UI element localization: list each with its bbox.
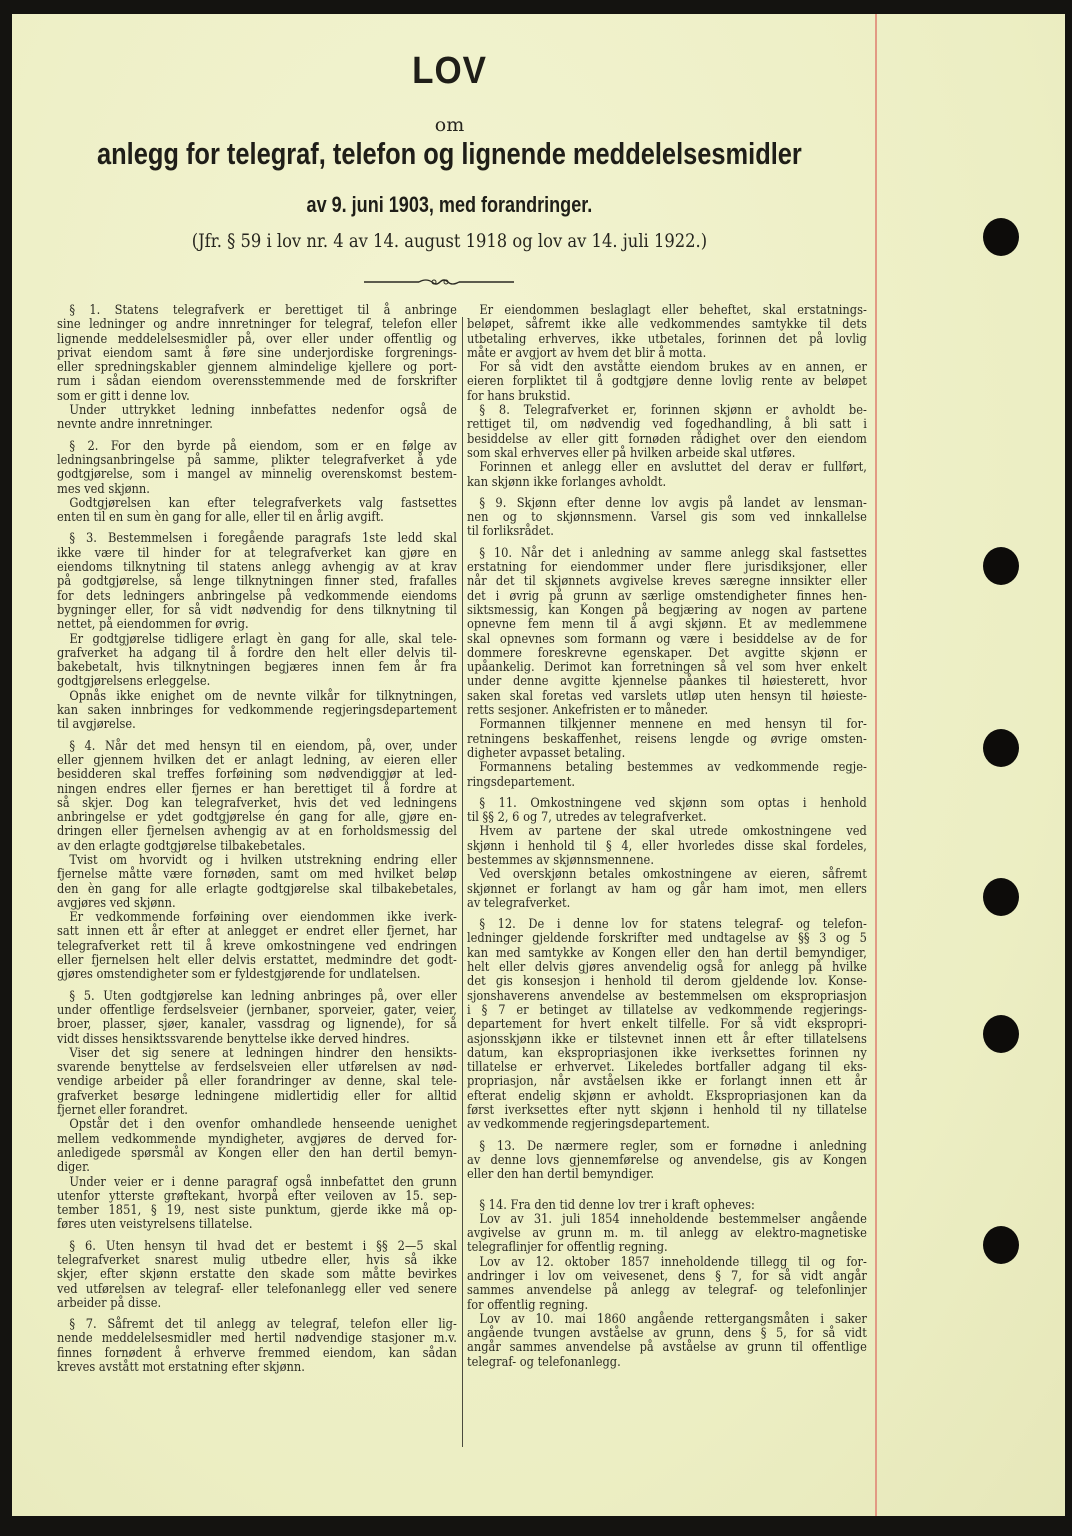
text-line: som er gitt i denne lov. [57,388,190,404]
text-line: sjonshaverens anvendelse av bestemmelsen om ekspropriasjon [467,988,867,1004]
paragraph [57,1240,457,1311]
text-line: departement for hvert enkelt tilfelle. For så vidt ekspropri- [467,1017,867,1033]
paragraph [57,633,457,690]
text-line: § 14. Fra den tid denne lov trer i kraft opheves: [479,1197,755,1213]
text-line: upåankelig. Derimot kan forretningen så vel som hver enkelt [467,660,867,676]
text-line: til §§ 2, 6 og 7, utredes av telegrafverket. [467,810,707,826]
text-line: enten til en sum èn gang for alle, eller til en årlig avgift. [57,510,384,526]
text-line: fjernet eller forandret. [57,1103,188,1119]
punch-hole [983,218,1019,256]
text-line: for offentlig regning. [467,1297,589,1313]
text-line: det i øvrig på grunn av særlige omstendigheter finnes hen- [467,588,867,604]
text-line: Viser det sig senere at ledningen hindrer den hensikts- [69,1045,457,1061]
law-heading: LOV [412,50,487,92]
text-line: lignende meddelelsesmidler på, over eller under offentlig og [57,331,457,347]
text-line: anledigede spørsmål av Kongen eller den han dertil bemyn- [57,1145,457,1161]
text-line: Er eiendommen beslaglagt eller beheftet, skal erstatnings- [479,303,867,318]
text-line: nettet, på eiendommen for øvrig. [57,617,249,633]
text-line: som skal erhverves eller på hvilken arbeide skal utføres. [467,445,796,461]
text-line: grafverket ha adgang til å fordre den helt eller delvis til- [57,645,457,661]
text-line: Lov av 10. mai 1860 angående rettergangsmåten i saker [479,1311,867,1327]
text-line: avgjøres ved skjønn. [57,895,176,911]
paragraph [57,990,457,1047]
text-line: mes ved skjønn. [57,481,150,497]
paragraph [467,547,867,719]
text-line: efterat endelig skjønn er avholdt. Ekspropriasjonen kan da [467,1088,867,1104]
paragraph [57,404,457,433]
text-line: godtgjørelsens erleggelse. [57,674,211,690]
text-line: på godtgjørelse, så lenge tilknytningen finner sted, frafalles [57,574,457,590]
paragraph [57,740,457,854]
text-line: for dets ledningers anbringelse på vedkommende eiendoms [57,588,457,604]
text-line: den èn gang for alle erlagte godtgjørelse skal tilbakebetales, [57,881,457,897]
paragraph [467,1199,867,1213]
text-line: Lov av 12. oktober 1857 inneholdende tillegg til og for- [479,1254,867,1270]
text-line: siktsmessig, kan Kongen på begjæring av nogen av partene [467,602,867,618]
text-line: nevnte andre innretninger. [57,417,213,433]
paragraph [467,1140,867,1183]
text-line: asjonsskjønn ikke er tilstevnet innen ett år efter tillatelsens [467,1031,867,1047]
text-line: beløpet, såfremt ikke alle vedkommendes samtykke til dets [467,317,867,333]
paragraph [467,868,867,911]
text-line: eller gjennem hvilken det er anlagt ledning, av eieren eller [57,752,457,768]
paragraph [467,461,867,490]
text-line: Er godtgjørelse tidligere erlagt èn gang for alle, skal tele- [69,631,457,647]
text-line: propriasjon, når avståelsen ikke er forlangt innen ett år [467,1074,867,1090]
text-line: grafverket besørge ledningene midlertidig eller for alltid [57,1088,457,1104]
paragraph [57,854,457,911]
text-line: svarende benyttelse av ferdselsveien eller utførelsen av nød- [57,1060,457,1076]
text-line: Hvem av partene der skal utrede omkostningene ved [479,824,867,840]
text-line: ikke være til hinder for at telegrafverket kan gjøre en [57,545,457,561]
text-line: datum, kan ekspropriasjonen ikke iverksettes forinnen ny [467,1045,867,1061]
text-line: tember 1851, § 19, nest siste punktum, gjerde ikke må op- [57,1203,457,1219]
heading-connector: om [434,114,465,136]
paragraph [467,797,867,826]
paragraph [57,532,457,632]
text-line: § 6. Uten hensyn til hvad det er bestemt i §§ 2—5 skal [69,1238,457,1254]
text-line: andringer i lov om veivesenet, dens § 7, for så vidt angår [467,1269,867,1284]
text-line: Tvist om hvorvidt og i hvilken utstrekning endring eller [69,852,457,868]
paragraph [57,304,457,404]
text-line: vendige arbeider på eller forandringer av denne, skal tele- [57,1074,457,1090]
text-line: broer, plasser, sjøer, kanaler, vassdrag og lignende), for så [57,1017,457,1033]
text-line: For så vidt den avståtte eiendom brukes av en annen, er [479,360,867,376]
text-line: § 7. Såfremt det til anlegg av telegraf, telefon eller lig- [69,1317,457,1333]
text-line: Er vedkommende forføining over eiendommen ikke iverk- [69,910,457,926]
text-line: avgivelse av grunn m. m. til anlegg av elektro-magnetiske [467,1226,867,1242]
paragraph [467,497,867,540]
text-line: rum i sådan eiendom overensstemmende med de forskrifter [57,374,457,390]
paragraph [467,1313,867,1370]
text-line: kan saken innbringes for vedkommende regjeringsdepartement [57,703,457,719]
text-line: i § 7 er betinget av tillatelse av vedkommende regjerings- [467,1002,867,1018]
text-line: § 10. Når det i anledning av samme anlegg skal fastsettes [479,545,867,561]
text-line: satt innen ett år efter at anlegget er endret eller fjernet, har [57,924,457,940]
text-line: vidt disses hensiktssvarende benyttelse ikke derved hindres. [57,1031,410,1047]
text-line: § 5. Uten godtgjørelse kan ledning anbringes på, over eller [69,988,457,1004]
paragraph [57,1318,457,1375]
text-line: mellem vedkommende myndigheter, avgjøres de derved for- [57,1131,457,1147]
text-line: arbeider på disse. [57,1295,162,1311]
text-line: telegrafverket rett til å kreve omkostningene ved endringen [57,938,457,954]
text-line: § 3. Bestemmelsen i foregående paragrafs 1ste ledd skal [69,531,457,547]
paragraph [467,304,867,361]
text-line: § 13. De nærmere regler, som er fornødne i anledning [479,1138,867,1154]
text-line: § 2. For den byrde på eiendom, som er en følge av [69,438,457,454]
punch-hole [983,729,1019,767]
law-date-line: av 9. juni 1903, med forandringer. [306,192,593,217]
document-page [12,14,1065,1516]
law-title: anlegg for telegraf, telefon og lignende meddelelsesmidler [96,136,802,171]
text-line: bakebetalt, hvis tilknytningen begjæres innen fem år fra [57,660,457,676]
text-line: ringsdepartement. [467,774,575,790]
paragraph [467,718,867,761]
text-line: ningen endres eller fjernes er han berettiget til å fordre at [57,781,457,797]
text-line: sammes anvendelse på anlegg av telegraf- og telefonlinjer [467,1283,867,1299]
paragraph [57,1176,457,1233]
text-line: fjernelse måtte være fornøden, samt om med hvilket beløp [57,867,457,883]
text-line: eller fjernelsen helt eller delvis erstattet, medmindre det godt- [57,953,457,969]
paragraph [467,761,867,790]
text-line: når det til skjønnets avgivelse kreves særegne innsikter eller [467,574,867,590]
text-line: opnevne fem menn til å avgi skjønn. Et av medlemmene [467,617,867,633]
text-line: § 11. Omkostningene ved skjønn som optas i henhold [479,795,867,811]
paragraph [467,1256,867,1313]
punch-hole [983,878,1019,916]
text-line: kreves avstått mot erstatning efter skjønn. [57,1360,305,1376]
text-line: skjer, efter skjønn erstatte den skade som måtte bevirkes [57,1267,457,1283]
text-line: av telegrafverket. [467,895,571,911]
text-line: for hans brukstid. [467,388,571,404]
paragraph [467,918,867,1132]
text-line: til avgjørelse. [57,717,136,733]
paragraph [467,1213,867,1256]
text-line: Under veier er i denne paragraf også innbefattet den grunn [69,1174,457,1190]
text-line: saken skal foretas ved varslets utløp uten hensyn til høieste- [467,688,867,704]
text-line: av vedkommende regjeringsdepartement. [467,1117,710,1133]
text-line: kan skjønn ikke forlanges avholdt. [467,474,667,490]
text-line: § 4. Når det med hensyn til en eiendom, på, over, under [69,738,457,754]
text-line: anbringelse er ydet godtgjørelse én gang for alle, gjøre en- [57,810,457,826]
right-text-column [467,304,867,1370]
text-line: nen og to skjønnsmenn. Varsel gis som ved innkallelse [467,510,867,526]
text-line: retts sesjoner. Ankefristen er to måneder. [467,703,709,719]
paragraph [467,825,867,868]
text-line: Opstår det i den ovenfor omhandlede henseende uenighet [69,1117,457,1133]
text-line: under offentlige ferdselsveier (jernbaner, sporveier, gater, veier, [57,1002,457,1018]
text-line: ledningsanbringelse på samme, plikter telegrafverket å yde [57,452,457,468]
text-line: dommere foreskrevne egenskaper. Det avgitte skjønn er [467,645,867,661]
text-line: dringen eller fjernelsen avhengig av at en forholdsmessig del [57,824,457,840]
text-line: eller spredningskabler gjennem almindelige kjellere og port- [57,360,457,376]
paragraph [467,404,867,461]
text-line: Lov av 31. juli 1854 inneholdende bestemmelser angående [479,1211,867,1227]
text-line: § 12. De i denne lov for statens telegraf- og telefon- [479,917,867,933]
text-line: Formannen tilkjenner mennene en med hensyn til for- [479,717,867,733]
text-line: under denne avgitte kjennelse påankes til høiesterett, hvor [467,674,867,690]
text-line: Ved overskjønn betales omkostningene av eieren, såfremt [479,867,867,883]
text-line: utbetaling erhverves, ikke utbetales, forinnen det på lovlig [467,331,867,347]
text-line: tillatelse er erhvervet. Likeledes bortfaller adgang til eks- [467,1060,867,1076]
text-line: finnes fornødent å erhverve fremmed eiendom, kan sådan [57,1345,457,1361]
text-line: av denne lovs gjennemførelse og anvendelse, gis av Kongen [467,1152,867,1168]
paragraph [57,497,457,526]
punch-hole [983,1015,1019,1053]
text-line: angående tvungen avståelse av grunn, dens § 5, for så vidt [467,1326,867,1342]
text-line: helt eller delvis gjøres anvendelig også for anlegg på hvilke [467,960,867,976]
text-line: eller den han dertil bemyndiger. [467,1167,655,1183]
text-line: sine ledninger og andre innretninger for telegraf, telefon eller [57,317,457,333]
paragraph [57,440,457,497]
text-line: utenfor ytterste grøftekant, hvorpå efter veiloven av 15. sep- [57,1188,457,1204]
text-line: Forinnen et anlegg eller en avsluttet del derav er fullført, [479,460,867,476]
text-line: privat eiendom samt å føre sine underjordiske forgrenings- [57,345,457,361]
text-line: føres uten veistyrelsens tillatelse. [57,1217,253,1233]
text-line: godtgjørelse, som i mangel av minnelig overenskomst bestem- [57,467,457,483]
text-line: gjøres omstendigheter som er fyldestgjørende for undlatelsen. [57,967,421,983]
text-line: diger. [57,1160,90,1176]
text-line: retningens beskaffenhet, reisens lengde og øvrige omsten- [467,731,867,747]
text-line: bestemmes av skjønnsmennene. [467,852,654,868]
text-line: besidderen skal treffes forføining som nødvendiggjør at led- [57,767,457,783]
paragraph [57,1118,457,1175]
ornament-divider-icon [364,276,514,288]
text-line: ved utførelsen av telegraf- eller telefonanlegg eller ved senere [57,1281,457,1297]
law-reference: (Jfr. § 59 i lov nr. 4 av 14. august 1918 og lov av 14. juli 1922.) [191,230,708,252]
text-line: § 8. Telegrafverket er, forinnen skjønn er avholdt be- [479,403,867,419]
text-line: Godtgjørelsen kan efter telegrafverkets valg fastsettes [69,495,457,511]
text-line: eiendoms tilknytning til statens anlegg avhengig av at krav [57,560,457,576]
paragraph [467,361,867,404]
paragraph [57,690,457,733]
text-line: telegraflinjer for offentlig regning. [467,1240,668,1256]
text-line: angår sammes anvendelse på avståelse av grunn til offentlige [467,1340,867,1356]
text-line: nende meddelelsesmidler med hertil nødvendige stasjoner m.v. [57,1331,457,1347]
text-line: digheter avpasset betaling. [467,745,626,761]
text-line: rettiget til, om nødvendig ved fogedhandling, å bli satt i [467,417,867,433]
text-line: skjønn i henhold til § 4, eller hvorledes disse skal fordeles, [467,838,867,854]
text-line: det gis konsesjon i henhold til derom gjeldende lov. Konse- [467,974,867,990]
text-line: kan med samtykke av Kongen eller den han dertil bemyndiger, [467,945,867,961]
text-line: Opnås ikke enighet om de nevnte vilkår for tilknytningen, [69,688,457,704]
text-line: erstatning for eiendommer under flere jurisdiksjoner, eller [467,560,867,576]
text-line: ledninger gjeldende forskrifter med undtagelse av §§ 3 og 5 [467,931,867,947]
text-line: besiddelse av eller gitt fornøden rådighet over den eiendom [467,431,867,447]
text-line: til forliksrådet. [467,524,554,540]
punch-hole [983,1226,1019,1264]
text-line: Formannens betaling bestemmes av vedkommende regje- [479,760,867,776]
text-line: telegrafverket snarest mulig utbedre eller, hvis så ikke [57,1253,457,1268]
punch-hole [983,547,1019,585]
text-line: skjønnet er forlangt av ham og går ham imot, men ellers [467,881,867,897]
column-divider [462,317,463,1447]
text-line: av den erlagte godtgjørelse tilbakebetales. [57,838,306,854]
left-text-column [57,304,457,1375]
text-line: § 9. Skjønn efter denne lov avgis på landet av lensman- [479,495,867,511]
text-line: telegraf- og telefonanlegg. [467,1354,621,1370]
text-line: Under uttrykket ledning innbefattes nedenfor også de [69,403,457,419]
text-line: § 1. Statens telegrafverk er berettiget til å anbringe [69,303,457,318]
text-line: måte er avgjort av hvem det blir å motta. [467,345,707,361]
margin-rule-line [875,14,877,1516]
text-line: først iverksettes efter nytt skjønn i henhold til ny tillatelse [467,1103,867,1119]
text-line: så skjer. Dog kan telegrafverket, hvis det ved ledningens [57,795,457,811]
paragraph [57,911,457,982]
text-line: skal opnevnes som formann og være i besiddelse av de for [467,631,867,647]
text-line: bygninger eller, for så vidt nødvendig for dens tilknytning til [57,602,457,618]
paragraph [57,1047,457,1118]
text-line: eieren forpliktet til å godtgjøre denne lovlig rente av beløpet [467,374,867,390]
